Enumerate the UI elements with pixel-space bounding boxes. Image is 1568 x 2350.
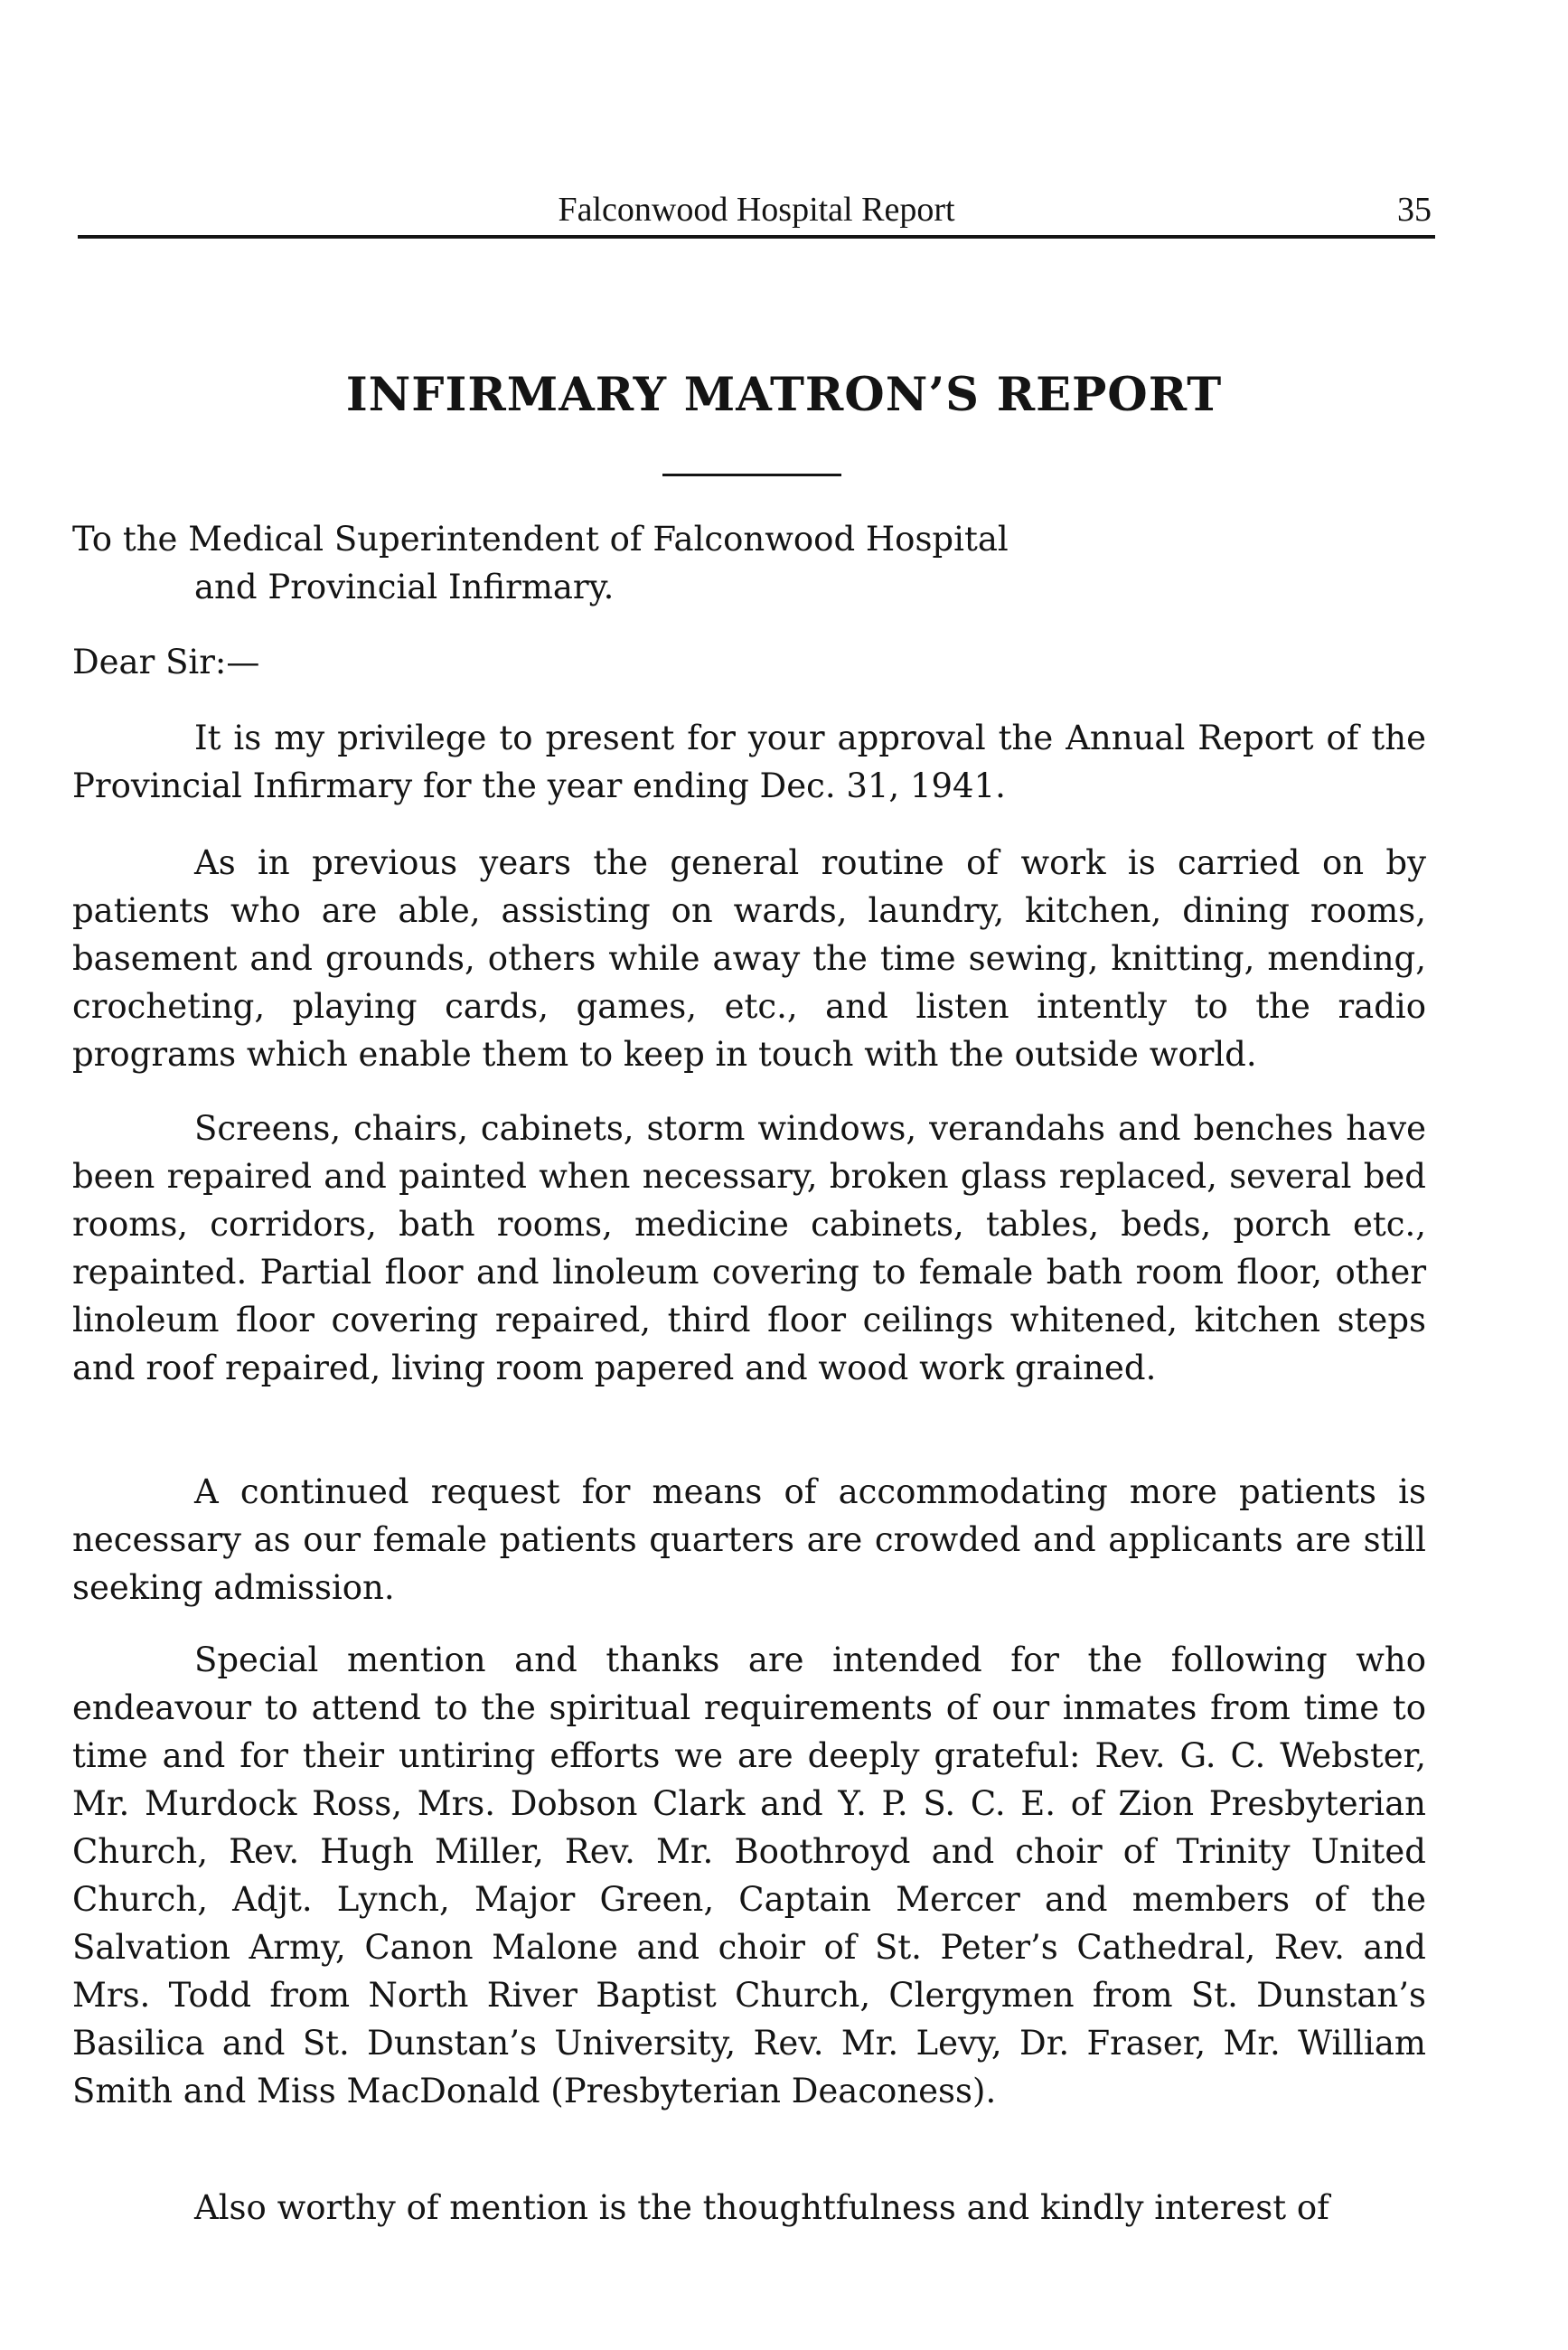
page-number: 35	[1397, 191, 1432, 229]
running-title: Falconwood Hospital Report	[558, 191, 955, 229]
body-paragraph: A continued request for means of accommodating more patients is necessary as our female patients quarters are crowded and applicants are still seeking admission.	[72, 1472, 1426, 1607]
addressee-line: and Provincial Infirmary.	[194, 568, 615, 606]
salutation: Dear Sir:—	[72, 643, 260, 682]
addressee-line: To the Medical Superintendent of Falconwood Hospital	[72, 520, 1009, 559]
body-paragraph: Also worthy of mention is the thoughtfulness and kindly interest of	[194, 2188, 1329, 2227]
running-header	[78, 184, 1435, 239]
body-paragraph: Special mention and thanks are intended for the following who endeavour to attend to the spiritual requirements of our inmates from time to time and for their untiring efforts we are deeply grateful: Rev. G. C. Webster, Mr. Murdock Ross, Mrs. Dobson Clark and Y. P. S. C. E. of Zion Presbyterian Church, Rev. Hugh Miller, Rev. Mr. Boothroyd and choir of Trinity United Church, Adjt. Lynch, Major Green, Captain Mercer and members of the Salvation Army, Canon Malone and choir of St. Peter’s Cathedral, Rev. and Mrs. Todd from North River Baptist Church, Clergymen from St. Dunstan’s Basilica and St. Dunstan’s University, Rev. Mr. Levy, Dr. Fraser, Mr. William Smith and Miss MacDonald (Presbyterian Deaconess).	[72, 1640, 1426, 2110]
body-paragraph: It is my privilege to present for your approval the Annual Report of the Provincial Infirmary for the year ending Dec. 31, 1941.	[72, 719, 1426, 805]
body-paragraph: Screens, chairs, cabinets, storm windows, verandahs and benches have been repaired and painted when necessary, broken glass replaced, several bed rooms, corridors, bath rooms, medicine cabinets, tables, beds, porch etc., repainted. Partial floor and linoleum covering to female bath room floor, other linoleum floor covering repaired, third floor ceilings whitened, kitchen steps and roof repaired, living room papered and wood work grained.	[72, 1109, 1426, 1387]
report-title: INFIRMARY MATRON’S REPORT	[345, 368, 1223, 422]
title-divider	[662, 474, 841, 476]
addressee	[72, 515, 1426, 611]
body-paragraph: As in previous years the general routine of work is carried on by patients who are able, assisting on wards, laundry, kitchen, dining rooms, basement and grounds, others while away the time sewing, knitting, mending, crocheting, playing cards, games, etc., and listen intently to the radio programs which enable them to keep in touch with the outside world.	[72, 843, 1426, 1074]
